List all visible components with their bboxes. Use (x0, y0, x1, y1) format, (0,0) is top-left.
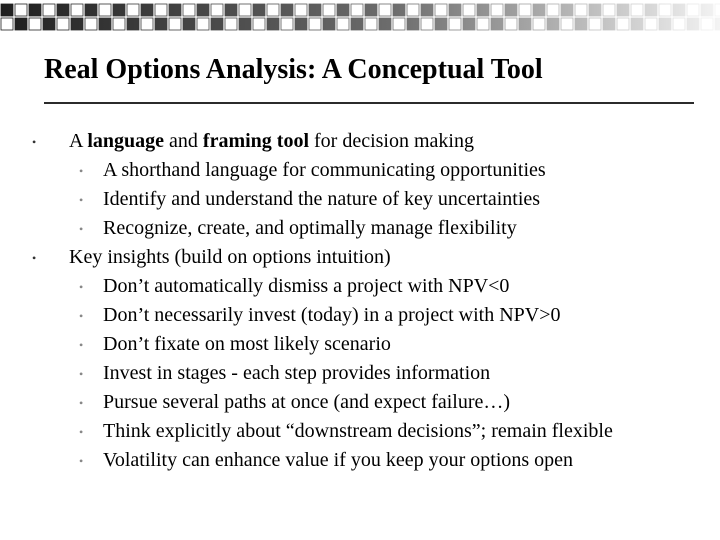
checkered-decoration (0, 0, 720, 40)
sub-bullet (0, 446, 720, 475)
bullet-dot: • (79, 164, 84, 178)
sub-bullet-text: Volatility can enhance value if you keep your options open (103, 449, 574, 471)
bullet-dot: • (79, 338, 84, 352)
bullet-dot: • (79, 193, 84, 207)
bullet-dot: • (79, 280, 84, 294)
bullet-dot: • (32, 135, 37, 149)
text-segment: A (69, 130, 88, 152)
emphasis-language: language (87, 130, 165, 152)
sub-bullet-text: Don’t necessarily invest (today) in a project with NPV>0 (103, 304, 561, 326)
bullet-dot: • (79, 222, 84, 236)
sub-bullet (0, 214, 720, 243)
bullet-framing-tool (0, 127, 720, 156)
sub-bullet (0, 272, 720, 301)
sub-bullet-text: Pursue several paths at once (and expect failure…) (103, 391, 511, 413)
sub-bullet (0, 388, 720, 417)
sub-bullet (0, 359, 720, 388)
emphasis-framing-tool: framing tool (202, 130, 310, 152)
sub-bullet-text: A shorthand language for communicating opportunities (103, 159, 546, 181)
sub-bullet-text: Don’t fixate on most likely scenario (103, 333, 391, 355)
slide-title: Real Options Analysis: A Conceptual Tool (44, 54, 543, 85)
text-segment: and (164, 130, 203, 152)
sub-bullet (0, 185, 720, 214)
title-rule (44, 102, 694, 104)
sub-bullet-text: Invest in stages - each step provides information (103, 362, 491, 384)
sub-bullet (0, 330, 720, 359)
bullet-dot: • (79, 454, 84, 468)
sub-bullet (0, 417, 720, 446)
bullet-key-insights (0, 243, 720, 272)
sub-bullet (0, 301, 720, 330)
bullet-dot: • (79, 309, 84, 323)
sub-bullet-text: Think explicitly about “downstream decisions”; remain flexible (103, 420, 613, 442)
sub-bullet-text: Identify and understand the nature of key uncertainties (103, 188, 541, 210)
slide-body (0, 127, 720, 475)
bullet-dot: • (79, 396, 84, 410)
sub-bullet (0, 156, 720, 185)
sub-bullet-text: Don’t automatically dismiss a project with NPV<0 (103, 275, 510, 297)
bullet-text: Key insights (build on options intuition) (69, 246, 391, 268)
sub-bullet-text: Recognize, create, and optimally manage flexibility (103, 217, 517, 239)
bullet-dot: • (79, 425, 84, 439)
bullet-dot: • (32, 251, 37, 265)
bullet-dot: • (79, 367, 84, 381)
text-segment: for decision making (309, 130, 474, 152)
